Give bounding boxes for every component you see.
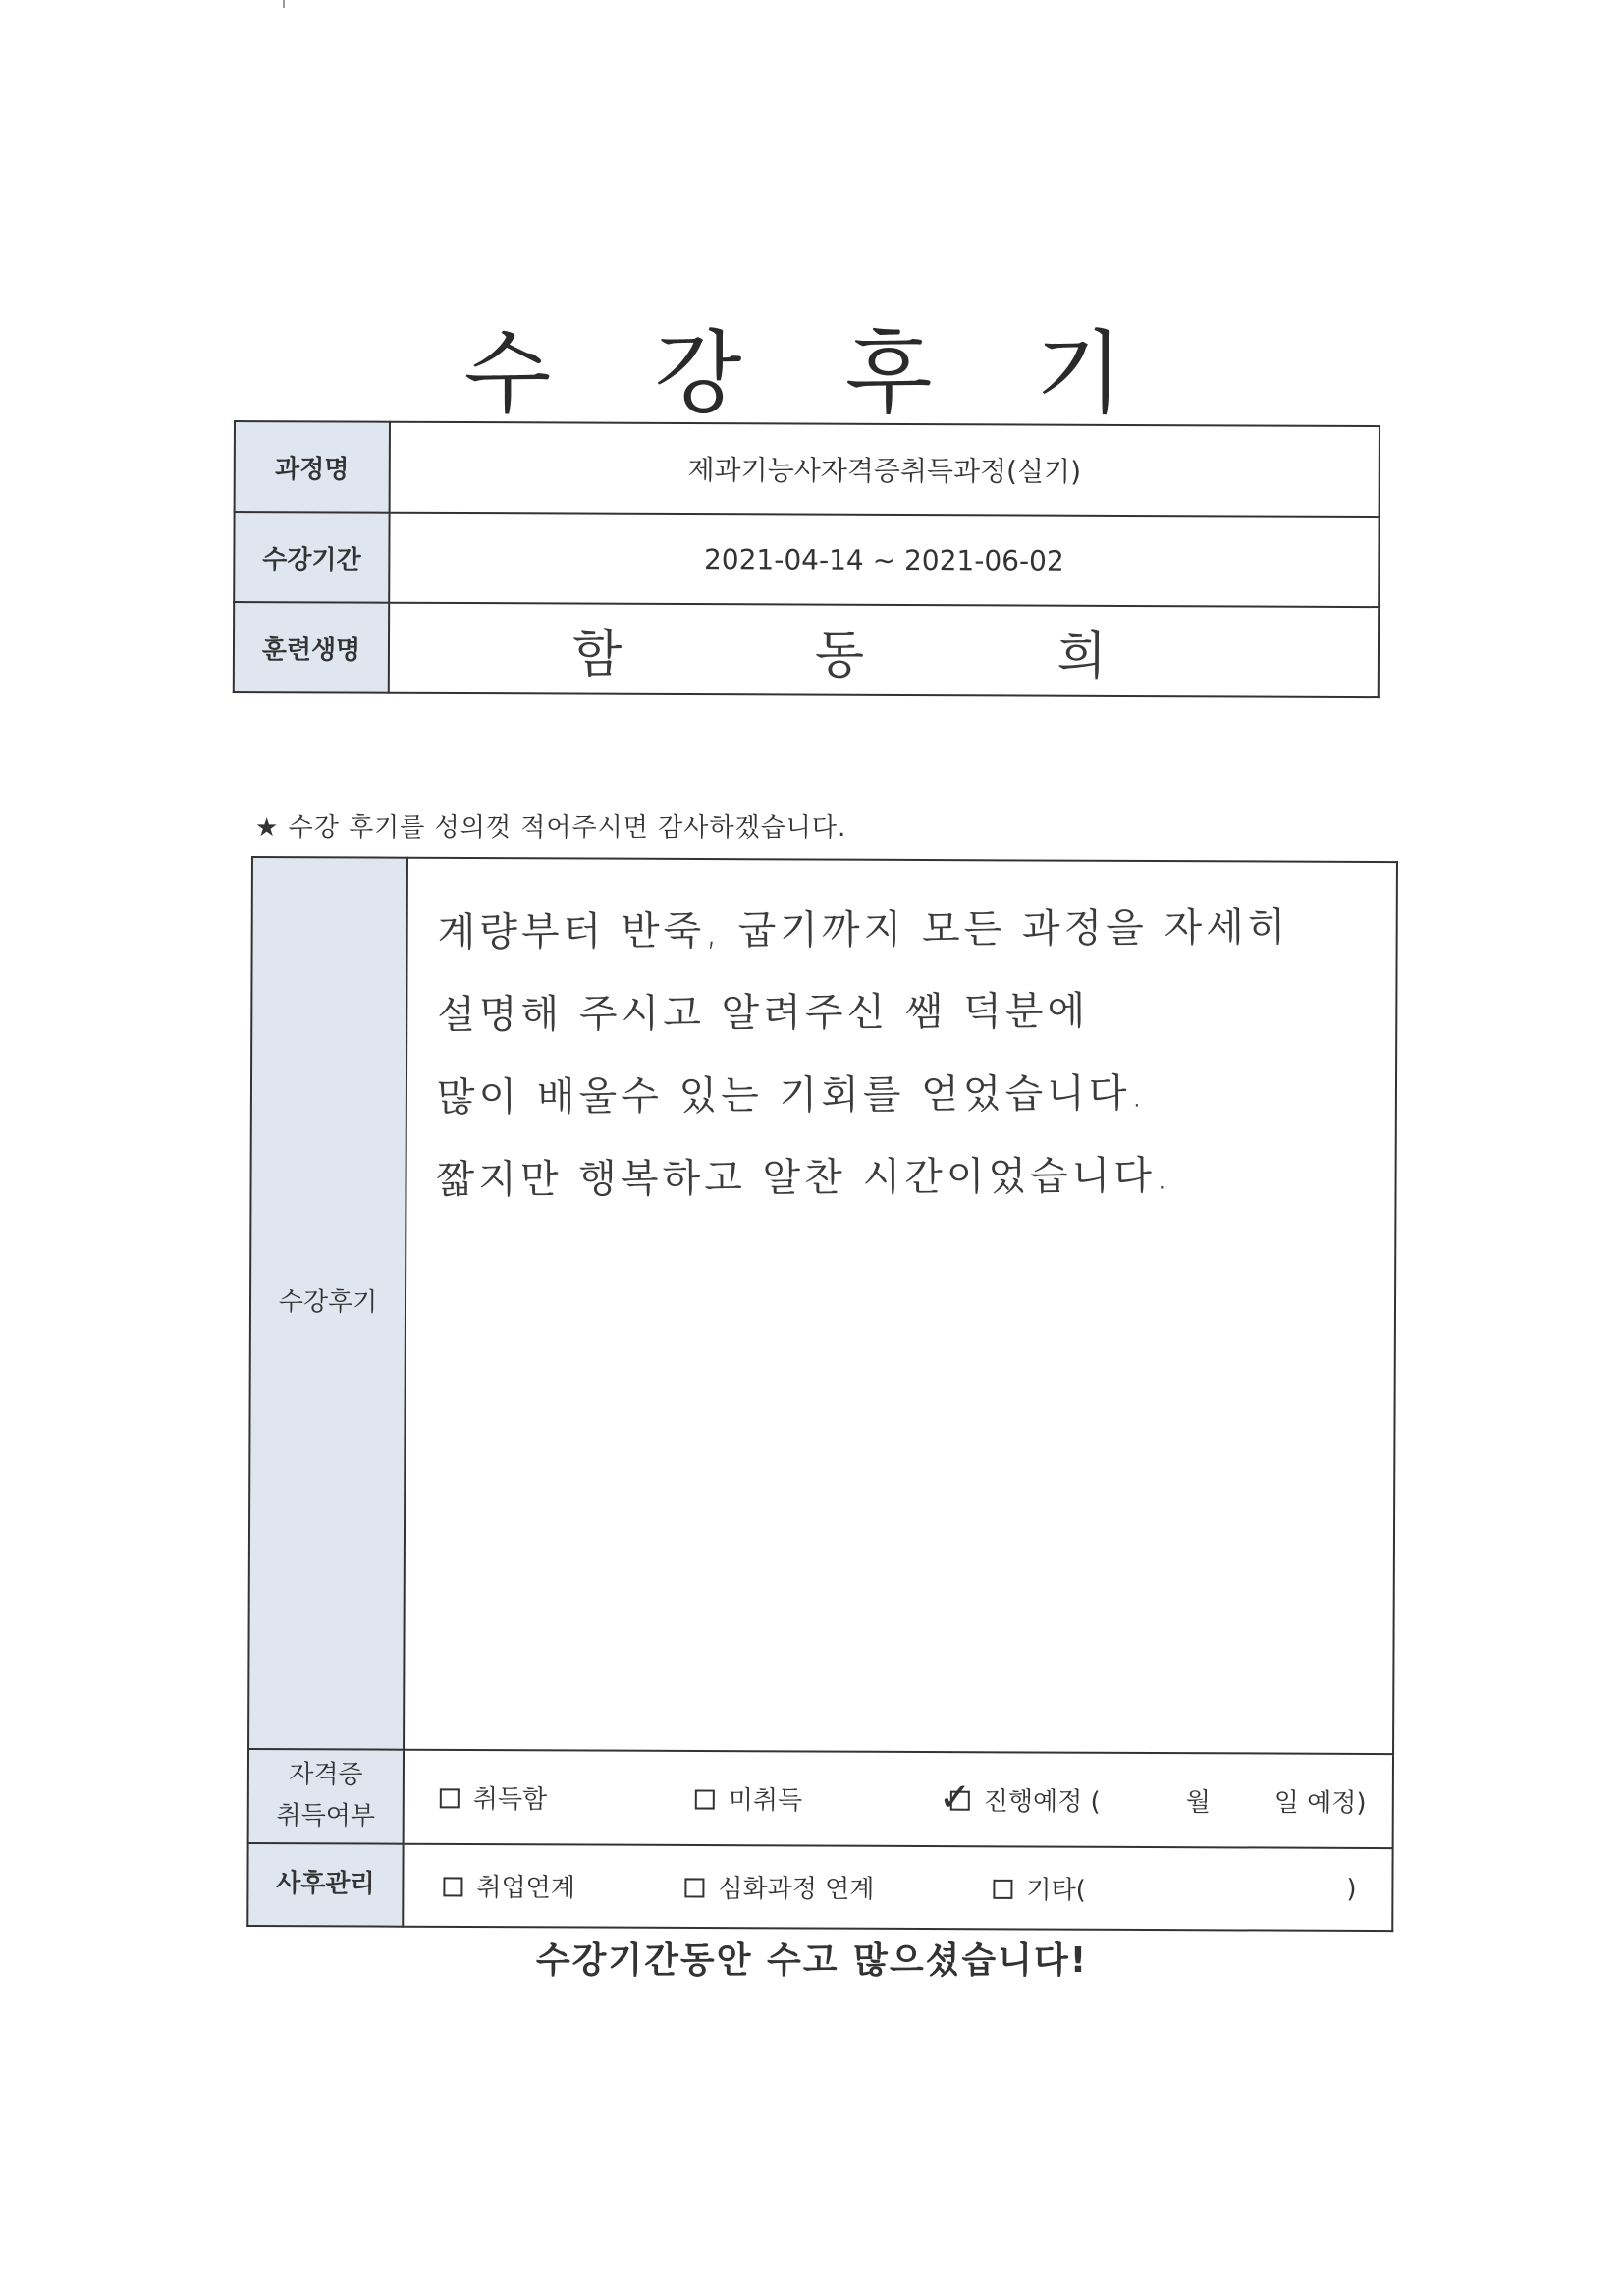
course-info-table	[233, 420, 1380, 698]
period-row	[234, 512, 1379, 607]
option-planned-label: 진행예정 (	[983, 1786, 1101, 1818]
aftercare-options	[403, 1844, 1392, 1931]
review-line: 짧지만 행복하고 알찬 시간이었습니다.	[436, 1153, 1172, 1203]
option-not-acquired[interactable]	[695, 1779, 803, 1816]
option-job-link[interactable]	[443, 1867, 575, 1904]
certificate-label	[248, 1749, 404, 1844]
notice-text: ★ 수강 후기를 성의껏 적어주시면 감사하겠습니다.	[255, 813, 847, 843]
option-advanced-course[interactable]	[684, 1868, 874, 1905]
period-value: 2021-04-14 ~ 2021-06-02	[389, 513, 1379, 607]
trainee-row	[234, 602, 1379, 697]
review-text-area[interactable]	[404, 858, 1397, 1754]
option-other[interactable]	[993, 1870, 1086, 1906]
review-table	[246, 856, 1398, 1932]
checkbox-advanced-course[interactable]	[684, 1878, 704, 1897]
footer-message: 수강기간동안 수고 많으셨습니다!	[535, 1941, 1089, 1981]
option-job-link-label: 취업연계	[476, 1873, 575, 1903]
option-advanced-course-label: 심화과정 연계	[718, 1874, 875, 1905]
certificate-row	[248, 1749, 1393, 1848]
certificate-label-line1: 자격증	[289, 1760, 363, 1790]
page-title: 수 강 후 기	[463, 320, 1161, 426]
trainee-label: 훈련생명	[234, 602, 389, 693]
month-word: 월	[1185, 1787, 1211, 1818]
aftercare-label: 사후관리	[247, 1843, 403, 1927]
option-other-close: )	[1346, 1874, 1357, 1904]
option-not-acquired-label: 미취득	[728, 1785, 803, 1816]
checkbox-not-acquired[interactable]	[695, 1789, 715, 1809]
checkbox-acquired[interactable]	[440, 1788, 460, 1808]
checkbox-job-link[interactable]	[443, 1877, 462, 1896]
checkbox-other[interactable]	[993, 1879, 1012, 1898]
trainee-name: 함 동 희	[571, 625, 1195, 686]
day-word: 일 예정)	[1273, 1788, 1367, 1819]
certificate-label-line2: 취득여부	[276, 1801, 376, 1831]
option-acquired-label: 취득함	[472, 1784, 548, 1815]
course-name-label: 과정명	[235, 421, 390, 513]
certificate-options	[404, 1750, 1393, 1848]
review-line: 설명해 주시고 알려주신 쌤 덕분에	[437, 988, 1090, 1038]
check-icon: ✓	[938, 1775, 972, 1821]
option-acquired[interactable]	[440, 1778, 548, 1815]
review-line: 계량부터 반죽, 굽기까지 모든 과정을 자세히	[437, 904, 1290, 956]
trainee-name-field[interactable]	[389, 603, 1379, 697]
checkbox-planned[interactable]	[938, 1775, 972, 1821]
review-line: 많이 배울수 있는 기회를 얻었습니다.	[436, 1070, 1148, 1121]
aftercare-row	[247, 1843, 1392, 1931]
option-other-label: 기타(	[1026, 1875, 1086, 1906]
review-row	[248, 857, 1397, 1754]
review-label: 수강후기	[248, 857, 407, 1750]
scan-mark	[283, 0, 285, 8]
option-planned[interactable]	[938, 1775, 1101, 1821]
course-name-value: 제과기능사자격증취득과정(실기)	[390, 422, 1380, 517]
course-row	[235, 421, 1380, 517]
period-label: 수강기간	[234, 512, 389, 603]
